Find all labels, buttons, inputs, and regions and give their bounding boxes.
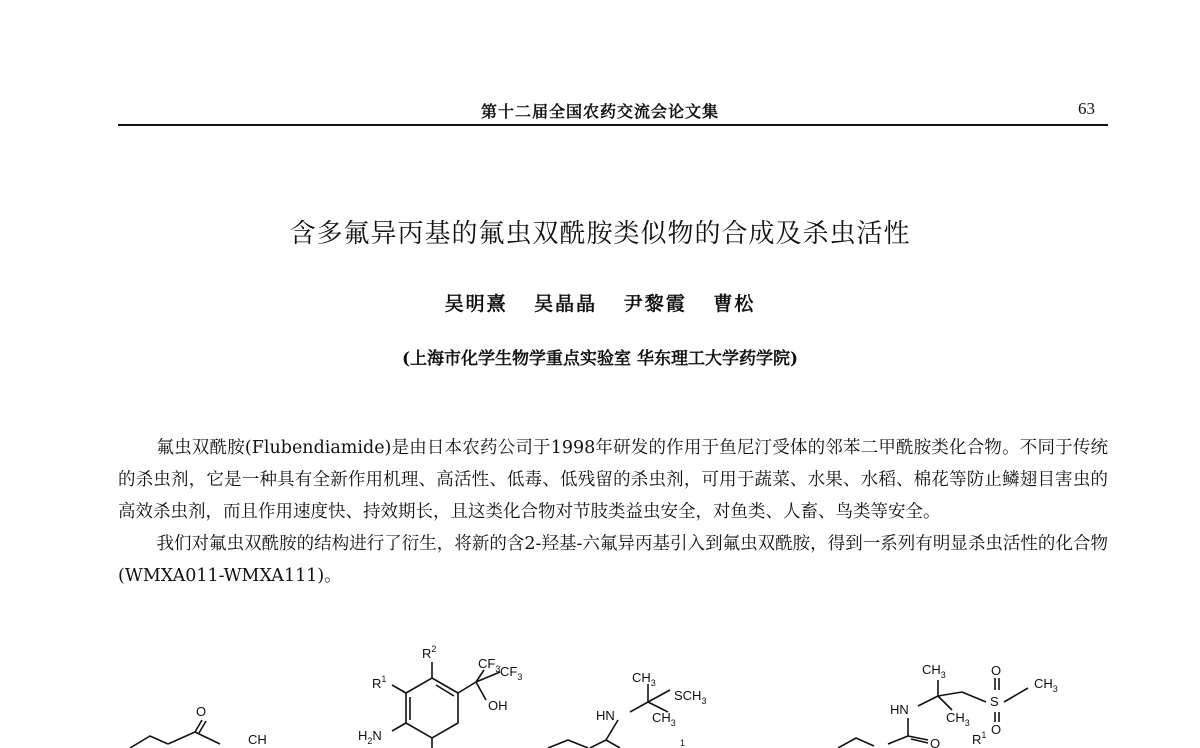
s1-ch-label: CH [248,732,267,747]
author-affiliation: (上海市化学生物学重点实验室 华东理工大学药学院) [401,349,798,369]
s2-r2-label: $R^2$ [422,644,437,661]
structure-1 [130,720,220,748]
chemical-structures-svg [0,640,1200,748]
page-number: 63 [1078,99,1095,118]
s4-oxygen-label-top: O [991,663,1002,678]
s4-methyl-label-right: $CH_3$ [1034,676,1058,694]
header-rule [118,124,1108,126]
s2-cf3-label-b: $CF_3$ [500,664,523,682]
article-title: 含多氟异丙基的氟虫双酰胺类似物的合成及杀虫活性 [289,219,911,249]
s4-methyl-label-a: $CH_3$ [922,662,946,680]
s4-methyl-label-b: $CH_3$ [946,710,970,728]
body-paragraph-1: 氟虫双酰胺(Flubendiamide)是由日本农药公司于1998年研发的作用于鱼尼汀受体的邻苯二甲酰胺类化合物。不同于传统的杀虫剂，它是一种具有全新作用机理、高活性、低毒、低残留的杀虫剂，可用于蔬菜、水果、水稻、棉花等防止鳞翅目害虫的高效杀虫剂，而且作用速度快、持效期长，且这类化合物对节肢类益虫安全，对鱼类、人畜、鸟类等安全。 [118,438,1108,522]
s3-sch3-label: $SCH_3$ [674,688,707,706]
s2-cf3-label-a: $CF_3$ [478,656,501,674]
s3-methyl-label-b: $CH_3$ [652,710,676,728]
s2-amino-label: $H_2N$ [358,728,382,746]
s3-number-label: 1 [680,738,686,748]
s4-oxygen-label-bottom: O [991,722,1002,737]
body-paragraph-2: 我们对氟虫双酰胺的结构进行了衍生，将新的含2-羟基-六氟异丙基引入到氟虫双酰胺，得到一系列有明显杀虫活性的化合物(WMXA011-WMXA111)。 [118,534,1108,586]
s1-oxygen-label: O [196,704,207,719]
s4-nh-label: HN [890,702,909,717]
s4-r1-label: $R^1$ [972,730,987,747]
s3-nh-label: HN [596,708,615,723]
s4-carbonyl-oxygen-label: O [930,736,941,748]
s2-r1-label: $R^1$ [372,674,387,691]
s3-methyl-label-a: $CH_3$ [632,670,656,688]
structure-2 [392,662,500,748]
running-header-title: 第十二届全国农药交流会论文集 [480,102,719,121]
author-list: 吴明熹 吴晶晶 尹黎霞 曹松 [444,293,756,315]
s2-hydroxyl-label: OH [488,698,508,713]
article-body [118,432,1108,592]
chemical-structures-figure [0,640,1200,748]
s4-sulfur-label: S [990,694,999,709]
